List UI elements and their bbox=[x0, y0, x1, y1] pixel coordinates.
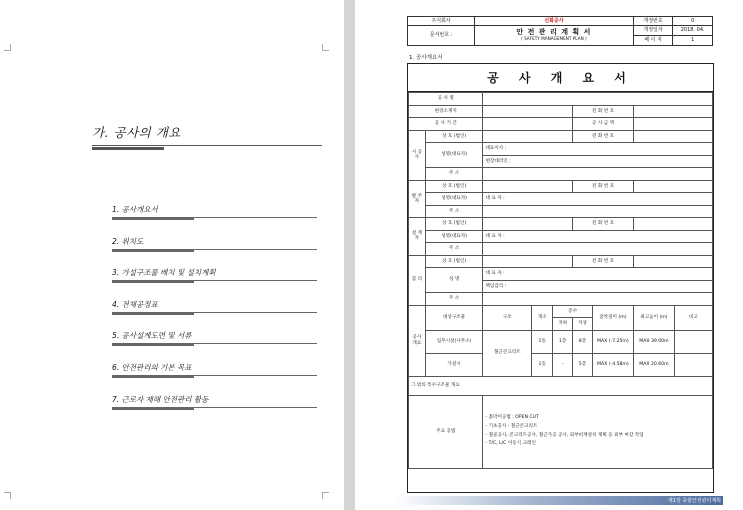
struct-name: 업무시설(사무소) bbox=[425, 330, 483, 353]
label-representative: 성명(대표자) bbox=[425, 193, 483, 206]
cell-trade-name bbox=[483, 255, 573, 268]
struct-note bbox=[674, 353, 712, 376]
footer-text: 제1장 종합안전관리계획 bbox=[667, 498, 721, 504]
cell-phone bbox=[633, 255, 712, 268]
main-work-label: 주요 공법 bbox=[409, 395, 483, 468]
toc-item-label: 5. 공사설계도면 및 서류 bbox=[112, 331, 192, 340]
project-overview-form bbox=[407, 63, 714, 493]
rev-no-label: 개정번호 bbox=[633, 17, 673, 26]
label-name: 성 명 bbox=[425, 268, 483, 293]
label-trade-name: 상 호 (법인) bbox=[425, 180, 483, 193]
party-designer: 설 계 자 bbox=[409, 218, 426, 256]
cell-phone bbox=[633, 180, 712, 193]
struct-header-count: 개소 bbox=[532, 305, 553, 330]
crop-mark bbox=[4, 492, 11, 499]
main-work-item: - 흙막이공법 : OPEN CUT bbox=[485, 415, 539, 421]
section-label: 1. 공사개요서 bbox=[409, 55, 443, 61]
struct-under: - bbox=[553, 353, 573, 376]
row-label-location: 현장소재지 bbox=[409, 105, 483, 118]
chapter-rule bbox=[92, 145, 322, 146]
toc-item-label: 2. 위치도 bbox=[112, 237, 144, 246]
doc-no-label: 문서번호 : bbox=[408, 26, 475, 46]
struct-depth: MAX (-7.25m) bbox=[592, 330, 633, 353]
label-trade-name: 상 호 (법인) bbox=[425, 218, 483, 231]
right-page bbox=[355, 0, 743, 510]
cell-period bbox=[483, 118, 573, 131]
doc-title-cell bbox=[475, 26, 634, 46]
cell-trade-name bbox=[483, 218, 573, 231]
overview-table bbox=[408, 92, 713, 469]
struct-count: 1동 bbox=[532, 330, 553, 353]
cell-rep-title: 대표이사 : bbox=[483, 143, 713, 156]
cell-rep: 대 표 자 : bbox=[483, 230, 713, 243]
cell-site-agent: 현장대리인 : bbox=[483, 155, 713, 168]
party-owner: 시 공 사 bbox=[409, 130, 426, 180]
struct-header-depth: 굴착깊이 (m) bbox=[592, 305, 633, 330]
row-label-period: 공 사 기 간 bbox=[409, 118, 483, 131]
crop-mark bbox=[322, 492, 329, 499]
struct-header-floors: 층수 bbox=[553, 305, 593, 318]
struct-header-underground: 지하 bbox=[553, 318, 573, 331]
cell-phone bbox=[633, 105, 712, 118]
cell-address bbox=[483, 205, 713, 218]
page-value: 1 bbox=[673, 36, 713, 46]
toc-underline-accent bbox=[112, 408, 194, 410]
cell-phone bbox=[633, 130, 712, 143]
struct-structure: 철근콘크리트 bbox=[483, 330, 532, 376]
rev-date-label: 개정일자 bbox=[633, 26, 673, 36]
main-work-item: - 철골공사, 콘크리트공사, 철근가공 공사, 외부비계설치 계획 등 외부 마감 작업 bbox=[485, 432, 644, 438]
toc-underline-accent bbox=[112, 313, 194, 315]
cell-amount bbox=[633, 118, 712, 131]
cell-location bbox=[483, 105, 573, 118]
main-work-item: - T/C, L/C 이동식 크레인 bbox=[485, 441, 536, 447]
toc-underline-accent bbox=[112, 281, 194, 283]
toc-item-label: 3. 가설구조물 배치 및 설치계획 bbox=[112, 268, 216, 277]
crop-mark bbox=[4, 44, 11, 51]
page-label: 페 이 지 bbox=[633, 36, 673, 46]
label-phone: 전 화 번 호 bbox=[573, 180, 634, 193]
struct-note bbox=[674, 330, 712, 353]
struct-group-label: 공사 개요 bbox=[409, 305, 426, 376]
toc-item[interactable] bbox=[112, 236, 322, 254]
toc-item-label: 1. 공사개요서 bbox=[112, 205, 158, 214]
main-work-list bbox=[483, 395, 713, 468]
cell-address bbox=[483, 168, 713, 181]
struct-header-aboveground: 지상 bbox=[573, 318, 593, 331]
label-representative: 성명(대표자) bbox=[425, 230, 483, 243]
toc-item-label: 7. 근로자 재해 안전관리 활동 bbox=[112, 395, 209, 404]
crop-mark bbox=[322, 44, 329, 51]
label-phone: 전 화 번 호 bbox=[573, 218, 634, 231]
cell-address bbox=[483, 293, 713, 306]
label-address: 주 소 bbox=[425, 168, 483, 181]
doc-subtitle: ( SAFETY MANAGEMENT PLAN ) bbox=[521, 36, 587, 42]
struct-header-note: 비고 bbox=[674, 305, 712, 330]
toc-item[interactable] bbox=[112, 394, 322, 412]
toc-item[interactable] bbox=[112, 267, 322, 285]
struct-header-target: 대상구조물 bbox=[425, 305, 483, 330]
document-header bbox=[407, 16, 713, 46]
party-supervisor: 감 리 bbox=[409, 255, 426, 305]
struct-under: 1층 bbox=[553, 330, 573, 353]
struct-header-structure: 구조 bbox=[483, 305, 532, 330]
cell-project-name bbox=[483, 93, 713, 106]
struct-depth: MAX (-4.58m) bbox=[592, 353, 633, 376]
label-trade-name: 상 호 (법인) bbox=[425, 130, 483, 143]
form-title: 공 사 개 요 서 bbox=[408, 64, 713, 92]
toc-item[interactable] bbox=[112, 204, 322, 222]
toc-item[interactable] bbox=[112, 362, 322, 380]
cell-rep: 대 표 자 : bbox=[483, 268, 713, 281]
toc-item-label: 6. 안전관리의 기본 목표 bbox=[112, 363, 192, 372]
rev-no-value: 0 bbox=[673, 17, 713, 26]
label-trade-name: 상 호 (법인) bbox=[425, 255, 483, 268]
other-struct-label: 그 밖의 특수구조물 개요 bbox=[409, 376, 713, 395]
struct-header-height: 최고높이 (m) bbox=[633, 305, 674, 330]
party-client: 발 주 자 bbox=[409, 180, 426, 218]
label-address: 주 소 bbox=[425, 243, 483, 256]
struct-count: 1동 bbox=[532, 353, 553, 376]
cell-trade-name bbox=[483, 180, 573, 193]
label-representative: 성명(대표자) bbox=[425, 143, 483, 168]
struct-name: 가설시 bbox=[425, 353, 483, 376]
cell-phone bbox=[633, 218, 712, 231]
struct-height: MAX 39.00m bbox=[633, 330, 674, 353]
toc-underline-accent bbox=[112, 218, 194, 220]
toc-underline-accent bbox=[112, 376, 194, 378]
label-phone: 전 화 번 호 bbox=[573, 130, 634, 143]
row-label-phone: 전 화 번 호 bbox=[573, 105, 634, 118]
toc-item[interactable] bbox=[112, 299, 322, 317]
company-label: 주식회사 bbox=[408, 17, 475, 26]
toc-item[interactable] bbox=[112, 330, 322, 348]
row-label-project-name: 공 사 명 bbox=[409, 93, 483, 106]
struct-above: 5층 bbox=[573, 353, 593, 376]
label-phone: 전 화 번 호 bbox=[573, 255, 634, 268]
toc-underline-accent bbox=[112, 250, 194, 252]
rev-date-value: 2018. 04. bbox=[673, 26, 713, 36]
cell-trade-name bbox=[483, 130, 573, 143]
left-page bbox=[0, 0, 344, 510]
toc-item-label: 4. 전체공정표 bbox=[112, 300, 158, 309]
page-gutter bbox=[344, 0, 355, 510]
row-label-amount: 공 사 금 액 bbox=[573, 118, 634, 131]
label-address: 주 소 bbox=[425, 293, 483, 306]
chapter-rule-accent bbox=[92, 147, 164, 150]
cell-address bbox=[483, 243, 713, 256]
chapter-title: 가. 공사의 개요 bbox=[92, 125, 181, 140]
main-work-item: - 기초공사 : 철근콘크리트 bbox=[485, 423, 538, 429]
toc-underline-accent bbox=[112, 344, 194, 346]
cell-rep: 대 표 자 : bbox=[483, 193, 713, 206]
struct-height: MAX 20.60m bbox=[633, 353, 674, 376]
doc-title: 안 전 관 리 계 획 서 bbox=[516, 28, 592, 37]
company-name: 신화공사 bbox=[475, 17, 634, 26]
label-address: 주 소 bbox=[425, 205, 483, 218]
cell-chief-supervisor: 책임감리 : bbox=[483, 280, 713, 293]
struct-above: 8층 bbox=[573, 330, 593, 353]
